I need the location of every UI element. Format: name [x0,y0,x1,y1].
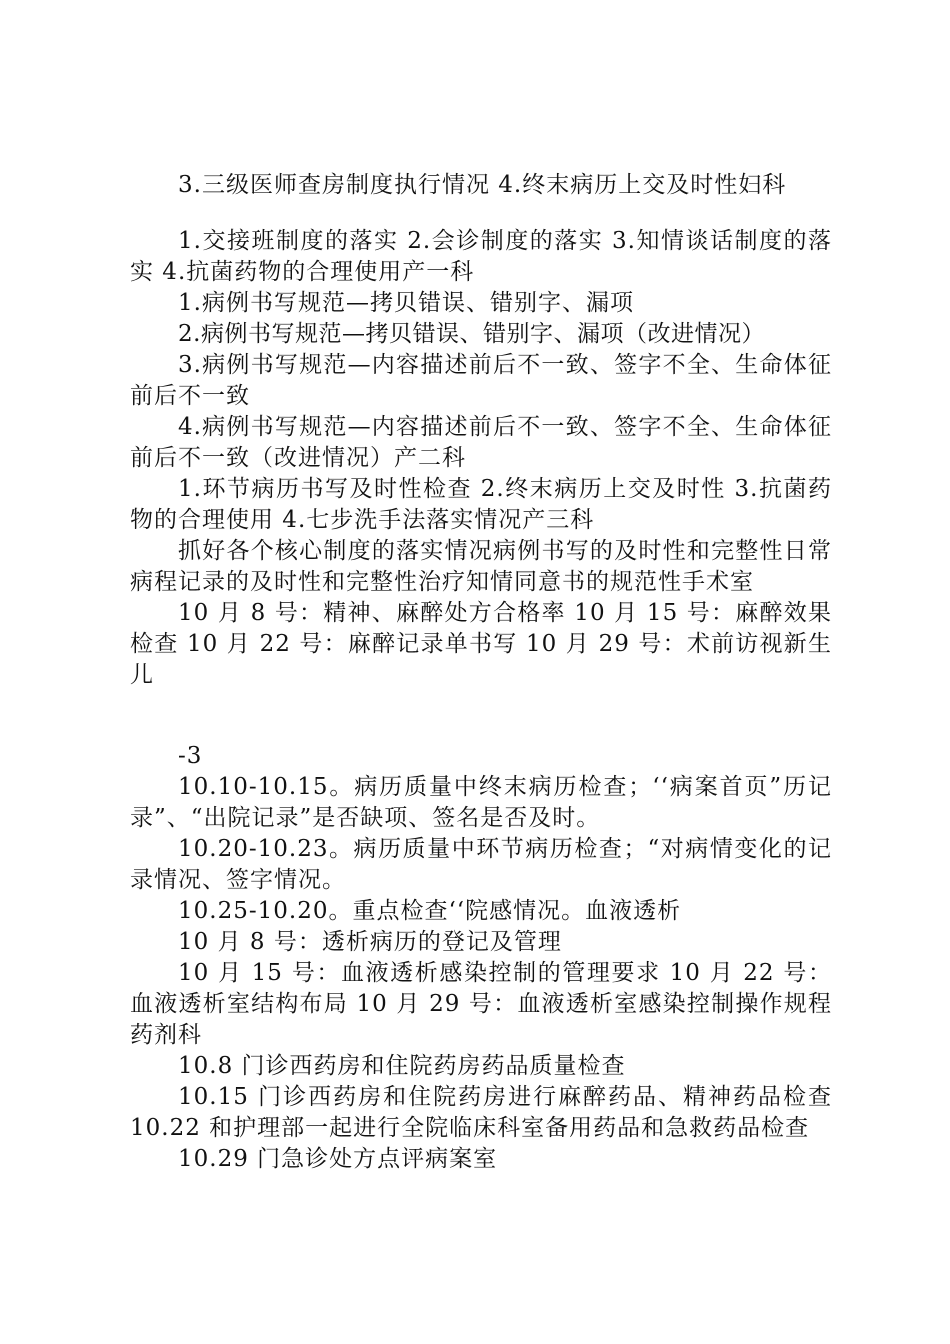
paragraph-13: 10 月 8 号：透析病历的登记及管理 [178,929,562,955]
paragraph-4: 2.病例书写规范—拷贝错误、错别字、漏项（改进情况） [178,321,765,347]
paragraph-1: 3.三级医师查房制度执行情况 4.终末病历上交及时性妇科 [178,172,787,198]
paragraph-12: 10.25-10.20。重点检查‘‘院感情况。血液透析 [178,898,682,924]
paragraph-9: 10 月 8 号：精神、麻醉处方合格率 10 月 15 号：麻醉效果检查 10 月 22 号：麻醉记录单书写 10 月 29 号：术前访视新生儿 [130,600,832,688]
document-page [130,170,832,1175]
paragraph-2: 1.交接班制度的落实 2.会诊制度的落实 3.知情谈话制度的落实 4.抗菌药物的合理使用产一科 [130,228,832,285]
page-number: -3 [178,743,203,769]
paragraph-6: 4.病例书写规范—内容描述前后不一致、签字不全、生命体征前后不一致（改进情况）产二科 [130,414,832,471]
paragraph-16: 10.15 门诊西药房和住院药房进行麻醉药品、精神药品检查 10.22 和护理部一起进行全院临床科室备用药品和急救药品检查 [130,1084,832,1141]
paragraph-11: 10.20-10.23。病历质量中环节病历检查；“对病情变化的记录情况、签字情况。 [130,836,832,893]
paragraph-5: 3.病例书写规范—内容描述前后不一致、签字不全、生命体征前后不一致 [130,352,832,409]
paragraph-7: 1.环节病历书写及时性检查 2.终末病历上交及时性 3.抗菌药物的合理使用 4.七步洗手法落实情况产三科 [130,476,832,533]
paragraph-3: 1.病例书写规范—拷贝错误、错别字、漏项 [178,290,634,316]
paragraph-15: 10.8 门诊西药房和住院药房药品质量检查 [178,1053,626,1079]
paragraph-8: 抓好各个核心制度的落实情况病例书写的及时性和完整性日常病程记录的及时性和完整性治疗知情同意书的规范性手术室 [130,538,832,595]
paragraph-17: 10.29 门急诊处方点评病案室 [178,1146,498,1172]
paragraph-14: 10 月 15 号：血液透析感染控制的管理要求 10 月 22 号：血液透析室结构布局 10 月 29 号：血液透析室感染控制操作规程药剂科 [130,960,832,1048]
paragraph-10: 10.10-10.15。病历质量中终末病历检查；‘‘病案首页”历记录”、“出院记录”是否缺项、签名是否及时。 [130,774,832,831]
